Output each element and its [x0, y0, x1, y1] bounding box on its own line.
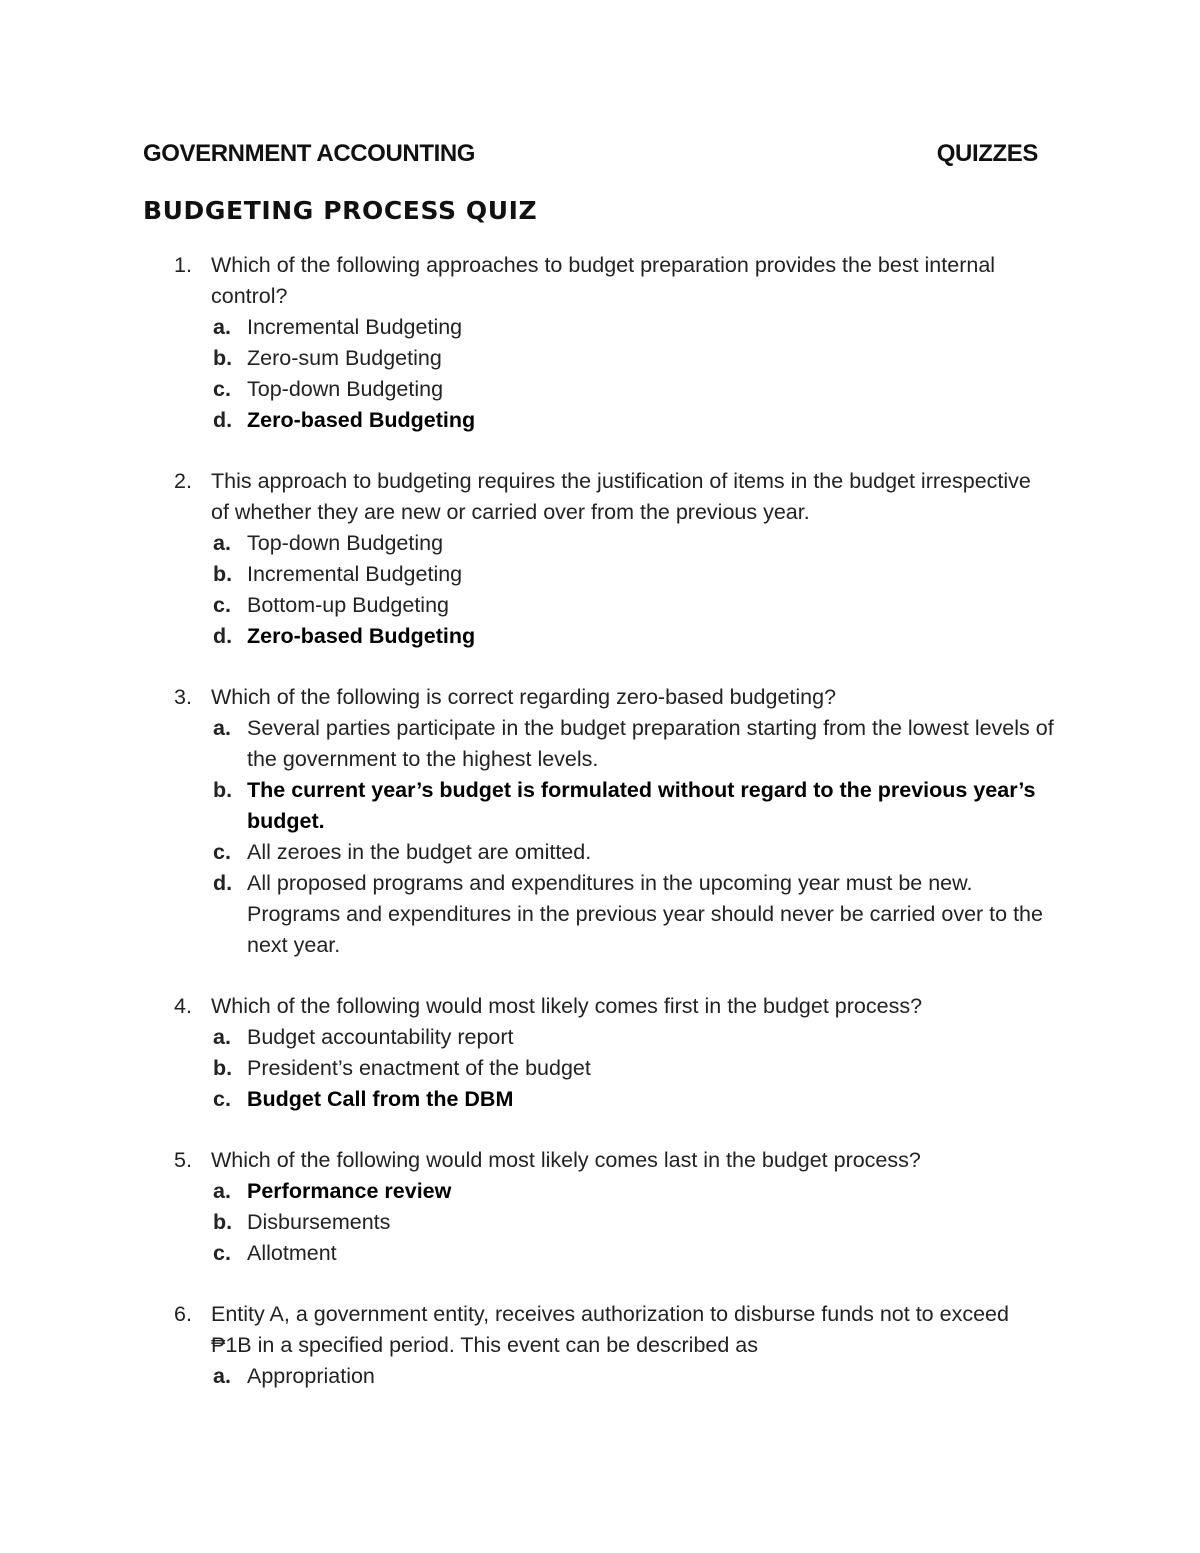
- choice-list: [0, 528, 1200, 652]
- quiz-title: BUDGETING PROCESS QUIZ: [143, 196, 538, 225]
- question-text: Entity A, a government entity, receives authorization to disburse funds not to exceed ₱1B in a specified period. This event can be described as: [211, 1302, 1009, 1357]
- choice-item: [0, 1207, 1200, 1238]
- question-item: [0, 682, 1200, 961]
- choice-letter: a.: [213, 1179, 231, 1203]
- choice-item-correct: [0, 775, 1200, 837]
- choice-item: [0, 1053, 1200, 1084]
- choice-letter: b.: [213, 1056, 233, 1080]
- choice-item: [0, 374, 1200, 405]
- choice-letter: d.: [213, 408, 233, 432]
- question-item: [0, 991, 1200, 1115]
- choice-list: [0, 312, 1200, 436]
- question-text: Which of the following would most likely comes first in the budget process?: [211, 994, 923, 1018]
- question-number: 1.: [174, 253, 192, 277]
- choice-item: [0, 868, 1200, 961]
- choice-letter: c.: [213, 377, 231, 401]
- choice-letter: b.: [213, 778, 233, 802]
- choice-letter: a.: [213, 716, 231, 740]
- choice-text: All zeroes in the budget are omitted.: [247, 840, 592, 864]
- choice-letter: a.: [213, 1025, 231, 1049]
- choice-list: [0, 1176, 1200, 1269]
- choice-item-correct: [0, 1176, 1200, 1207]
- choice-letter: c.: [213, 840, 231, 864]
- document-header: [143, 140, 1038, 168]
- choice-text: Incremental Budgeting: [247, 315, 463, 339]
- question-text: Which of the following is correct regarding zero-based budgeting?: [211, 685, 837, 709]
- choice-list: [0, 1361, 1200, 1392]
- question-text: This approach to budgeting requires the justification of items in the budget irrespective of whether they are new or carried over from the previous year.: [211, 469, 1031, 524]
- question-item: [0, 250, 1200, 436]
- question-text: Which of the following approaches to budget preparation provides the best internal control?: [211, 253, 996, 308]
- choice-item: [0, 559, 1200, 590]
- choice-item-correct: [0, 621, 1200, 652]
- choice-letter: b.: [213, 1210, 233, 1234]
- choice-text: Zero-based Budgeting: [247, 408, 476, 432]
- choice-item: [0, 1022, 1200, 1053]
- question-number: 2.: [174, 469, 192, 493]
- header-right-title: QUIZZES: [936, 140, 1038, 167]
- choice-letter: c.: [213, 1241, 231, 1265]
- choice-item: [0, 837, 1200, 868]
- choice-text: The current year’s budget is formulated without regard to the previous year’s budget.: [247, 778, 1036, 833]
- choice-text: Performance review: [247, 1179, 452, 1203]
- choice-text: Budget Call from the DBM: [247, 1087, 514, 1111]
- choice-letter: b.: [213, 562, 233, 586]
- choice-text: Several parties participate in the budget preparation starting from the lowest levels of the government to the highest levels.: [247, 716, 1054, 771]
- choice-text: Incremental Budgeting: [247, 562, 463, 586]
- choice-item: [0, 312, 1200, 343]
- choice-letter: a.: [213, 1364, 231, 1388]
- question-item: [0, 1145, 1200, 1269]
- choice-item: [0, 1361, 1200, 1392]
- choice-text: Disbursements: [247, 1210, 391, 1234]
- choice-text: All proposed programs and expenditures in the upcoming year must be new. Programs and expenditures in the previous year should never be carried over to the next year.: [247, 871, 1043, 957]
- choice-text: President’s enactment of the budget: [247, 1056, 591, 1080]
- question-number: 3.: [174, 685, 192, 709]
- choice-text: Top-down Budgeting: [247, 377, 444, 401]
- choice-list: [0, 713, 1200, 961]
- choice-text: Top-down Budgeting: [247, 531, 444, 555]
- choice-item: [0, 343, 1200, 374]
- question-item: [0, 1299, 1200, 1392]
- question-text: Which of the following would most likely comes last in the budget process?: [211, 1148, 921, 1172]
- choice-letter: c.: [213, 1087, 231, 1111]
- choice-item: [0, 1238, 1200, 1269]
- choice-item: [0, 713, 1200, 775]
- question-number: 5.: [174, 1148, 192, 1172]
- choice-item: [0, 590, 1200, 621]
- choice-letter: d.: [213, 871, 233, 895]
- question-item: [0, 466, 1200, 652]
- choice-item: [0, 528, 1200, 559]
- choice-letter: a.: [213, 531, 231, 555]
- choice-item-correct: [0, 405, 1200, 436]
- choice-letter: a.: [213, 315, 231, 339]
- choice-text: Budget accountability report: [247, 1025, 514, 1049]
- choice-letter: d.: [213, 624, 233, 648]
- choice-item-correct: [0, 1084, 1200, 1115]
- choice-letter: c.: [213, 593, 231, 617]
- question-list: [0, 250, 1200, 1422]
- question-number: 4.: [174, 994, 192, 1018]
- choice-text: Zero-based Budgeting: [247, 624, 476, 648]
- choice-list: [0, 1022, 1200, 1115]
- choice-letter: b.: [213, 346, 233, 370]
- choice-text: Allotment: [247, 1241, 337, 1265]
- choice-text: Zero-sum Budgeting: [247, 346, 442, 370]
- choice-text: Appropriation: [247, 1364, 375, 1388]
- header-left-title: GOVERNMENT ACCOUNTING: [143, 140, 476, 167]
- choice-text: Bottom-up Budgeting: [247, 593, 449, 617]
- question-number: 6.: [174, 1302, 192, 1326]
